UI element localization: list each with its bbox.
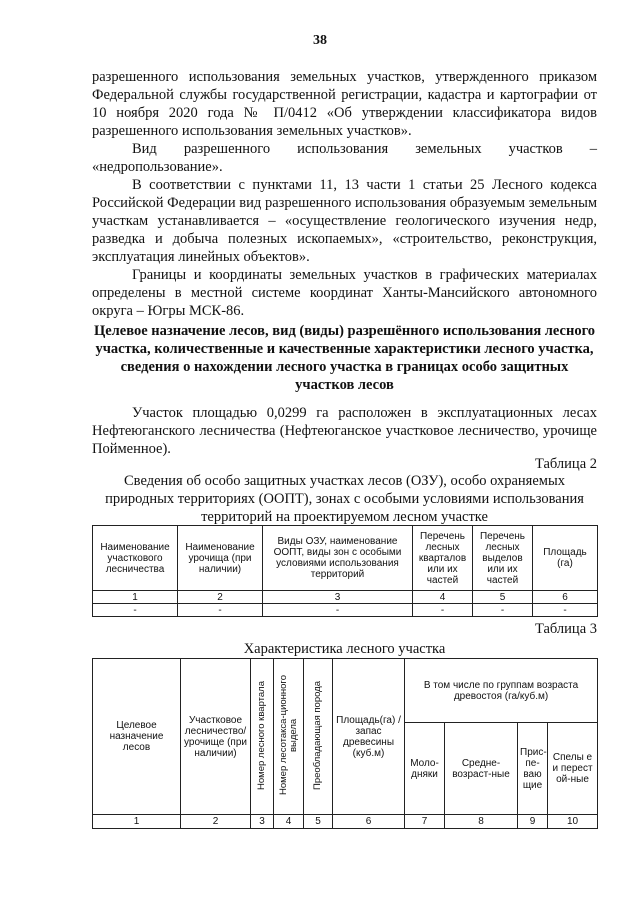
table2-header-ozu-types: Виды ОЗУ, наименование ООПТ, виды зон с особыми условиями использования территорий bbox=[263, 526, 413, 591]
paragraph-permitted-use: Вид разрешенного использования земельных участков – «недропользование». bbox=[92, 141, 597, 175]
table3-header-area-stock: Площадь(га) / запас древесины (куб.м) bbox=[333, 659, 405, 815]
table3-col-number: 3 bbox=[251, 815, 274, 829]
table3-col-number: 10 bbox=[548, 815, 598, 829]
paragraph-classifier: разрешенного использования земельных участков, утвержденного приказом Федеральной службы государственной регистрации, кадастра и картографии от 10 ноября 2020 года № П/0412 «Об утверждении классификатора видов разрешенного использования земельных участков». bbox=[92, 69, 597, 139]
table2-caption: Сведения об особо защитных участках лесов (ОЗУ), особо охраняемых природных территориях (ООПТ), зонах с особыми условиями использования территорий на проектируемом лесном участке bbox=[105, 473, 584, 525]
table2-cell: - bbox=[93, 604, 178, 617]
table2-label: Таблица 2 bbox=[534, 456, 597, 472]
table2-col-number: 4 bbox=[413, 591, 473, 604]
table3-col-number: 6 bbox=[333, 815, 405, 829]
table3-col-number: 4 bbox=[274, 815, 304, 829]
table3-header-young: Моло-дняки bbox=[405, 723, 445, 815]
table2-col-number: 5 bbox=[473, 591, 533, 604]
section-heading: Целевое назначение лесов, вид (виды) разрешённого использования лесного участка, количественные и качественные характеристики лесного участка, сведения о нахождении лесного участка в границах особо защитных участков лесов bbox=[93, 323, 596, 393]
paragraph-coordinates: Границы и координаты земельных участков в графических материалах определены в местной системе координат Ханты-Мансийского автономного округа – Югры МСК-86. bbox=[92, 267, 597, 319]
table2-header-area: Площадь (га) bbox=[533, 526, 598, 591]
table2-cell: - bbox=[263, 604, 413, 617]
table3-header-purpose: Целевое назначение лесов bbox=[93, 659, 181, 815]
table-protected-areas bbox=[92, 525, 598, 617]
table3-header-maturing: Прис-пе-ваю щие bbox=[518, 723, 548, 815]
paragraph-plot-area: Участок площадью 0,0299 га расположен в эксплуатационных лесах Нефтеюганского лесничества (Нефтеюганское участковое лесничество, урочище Пойменное). bbox=[92, 405, 597, 457]
table3-col-number: 1 bbox=[93, 815, 181, 829]
table3-col-number: 8 bbox=[445, 815, 518, 829]
table3-header-species: Преобладающая порода bbox=[312, 680, 323, 790]
page-number: 38 bbox=[313, 33, 327, 48]
table3-col-number: 9 bbox=[518, 815, 548, 829]
table2-cell: - bbox=[473, 604, 533, 617]
table3-caption: Характеристика лесного участка bbox=[243, 641, 446, 657]
table2-header-forestry: Наименование участкового лесничества bbox=[93, 526, 178, 591]
table3-label: Таблица 3 bbox=[534, 621, 597, 637]
table3-col-number: 2 bbox=[181, 815, 251, 829]
table3-header-mature: Спелы е и перест ой-ные bbox=[548, 723, 598, 815]
table2-col-number: 1 bbox=[93, 591, 178, 604]
table3-col-number: 5 bbox=[304, 815, 333, 829]
table2-col-number: 3 bbox=[263, 591, 413, 604]
table2-header-allotments: Перечень лесных выделов или их частей bbox=[473, 526, 533, 591]
table-plot-characteristics bbox=[92, 658, 598, 829]
table3-col-number: 7 bbox=[405, 815, 445, 829]
table3-header-middle-aged: Средне-возраст-ные bbox=[445, 723, 518, 815]
table2-header-tract: Наименование урочища (при наличии) bbox=[178, 526, 263, 591]
table2-header-quarters: Перечень лесных кварталов или их частей bbox=[413, 526, 473, 591]
table3-header-age-groups: В том числе по группам возраста древостоя (га/куб.м) bbox=[405, 659, 598, 723]
table3-header-forestry: Участковое лесничество/ урочище (при наличии) bbox=[181, 659, 251, 815]
table2-col-number: 2 bbox=[178, 591, 263, 604]
table2-cell: - bbox=[413, 604, 473, 617]
table3-header-quarter: Номер лесного квартала bbox=[256, 680, 267, 790]
paragraph-forest-code: В соответствии с пунктами 11, 13 части 1 статьи 25 Лесного кодекса Российской Федерации вид разрешенного использования образуемым земельным участкам устанавливается – «осуществление геологического изучения недр, разведка и добыча полезных ископаемых», «строительство, реконструкция, эксплуатация линейных объектов». bbox=[92, 177, 597, 265]
table2-cell: - bbox=[178, 604, 263, 617]
table3-header-allotment: Номер лесотакса-ционного выдела bbox=[277, 675, 299, 795]
table2-cell: - bbox=[533, 604, 598, 617]
table2-col-number: 6 bbox=[533, 591, 598, 604]
